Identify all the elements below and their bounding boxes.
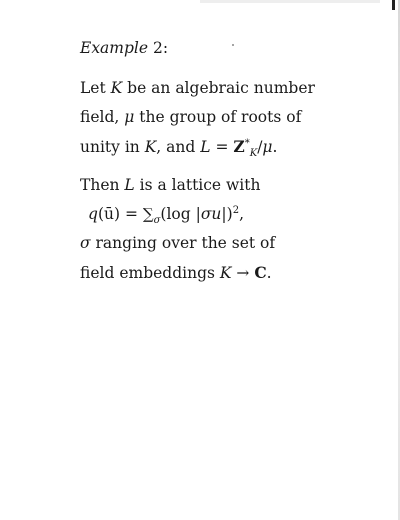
text-line	[80, 137, 278, 160]
text: is a lattice with	[134, 176, 261, 194]
text: unity in	[80, 138, 145, 156]
math-var: K	[219, 264, 232, 282]
text: field,	[80, 108, 125, 126]
text: , and	[156, 138, 201, 156]
text: Then	[80, 176, 125, 194]
math-op: =	[210, 138, 234, 156]
text-line	[80, 176, 260, 194]
paragraph-embeddings	[80, 229, 380, 288]
scan-artifact-top	[200, 0, 380, 3]
math-bold: C	[254, 263, 267, 282]
example-word: Example	[80, 39, 149, 57]
text-line	[80, 79, 315, 97]
paragraph-lattice	[80, 171, 380, 200]
quadratic-form-formula	[80, 200, 380, 229]
math-var: K	[144, 138, 157, 156]
sum-symbol: ∑	[142, 205, 154, 223]
example-heading	[80, 36, 380, 60]
paragraph-definition	[80, 74, 380, 162]
math-sup: 2	[232, 204, 240, 216]
math-sub: K	[249, 148, 258, 160]
math-var: μ	[262, 138, 273, 156]
math-var: σ	[80, 234, 91, 252]
text: .	[266, 264, 272, 282]
math-var: L	[200, 138, 211, 156]
text: ranging over the set of	[90, 234, 276, 252]
text: be an algebraic number	[122, 79, 315, 97]
math-op: →	[231, 264, 255, 282]
math-var: σu	[200, 205, 222, 223]
math-op: /	[257, 138, 263, 156]
text-line	[80, 108, 301, 126]
text: field embeddings	[80, 264, 220, 282]
text-line	[80, 264, 272, 282]
text: Let	[80, 79, 111, 97]
text: ,	[239, 205, 244, 223]
math-op: |)	[221, 205, 233, 223]
math-op: (log |	[160, 205, 201, 223]
math-sup: *	[244, 137, 250, 149]
math-var: L	[124, 176, 135, 194]
text-line	[80, 234, 275, 252]
math-sub: σ	[153, 215, 161, 227]
slide-content	[80, 36, 380, 288]
math-var: q	[88, 205, 98, 223]
scan-mark	[392, 0, 395, 10]
text: the group of roots of	[134, 108, 302, 126]
math-var: μ	[124, 108, 135, 126]
math-bold: Z	[233, 137, 245, 156]
example-number: 2:	[153, 39, 169, 57]
math-var: K	[110, 79, 123, 97]
text: .	[272, 138, 278, 156]
math-op: (ū) =	[97, 205, 143, 223]
